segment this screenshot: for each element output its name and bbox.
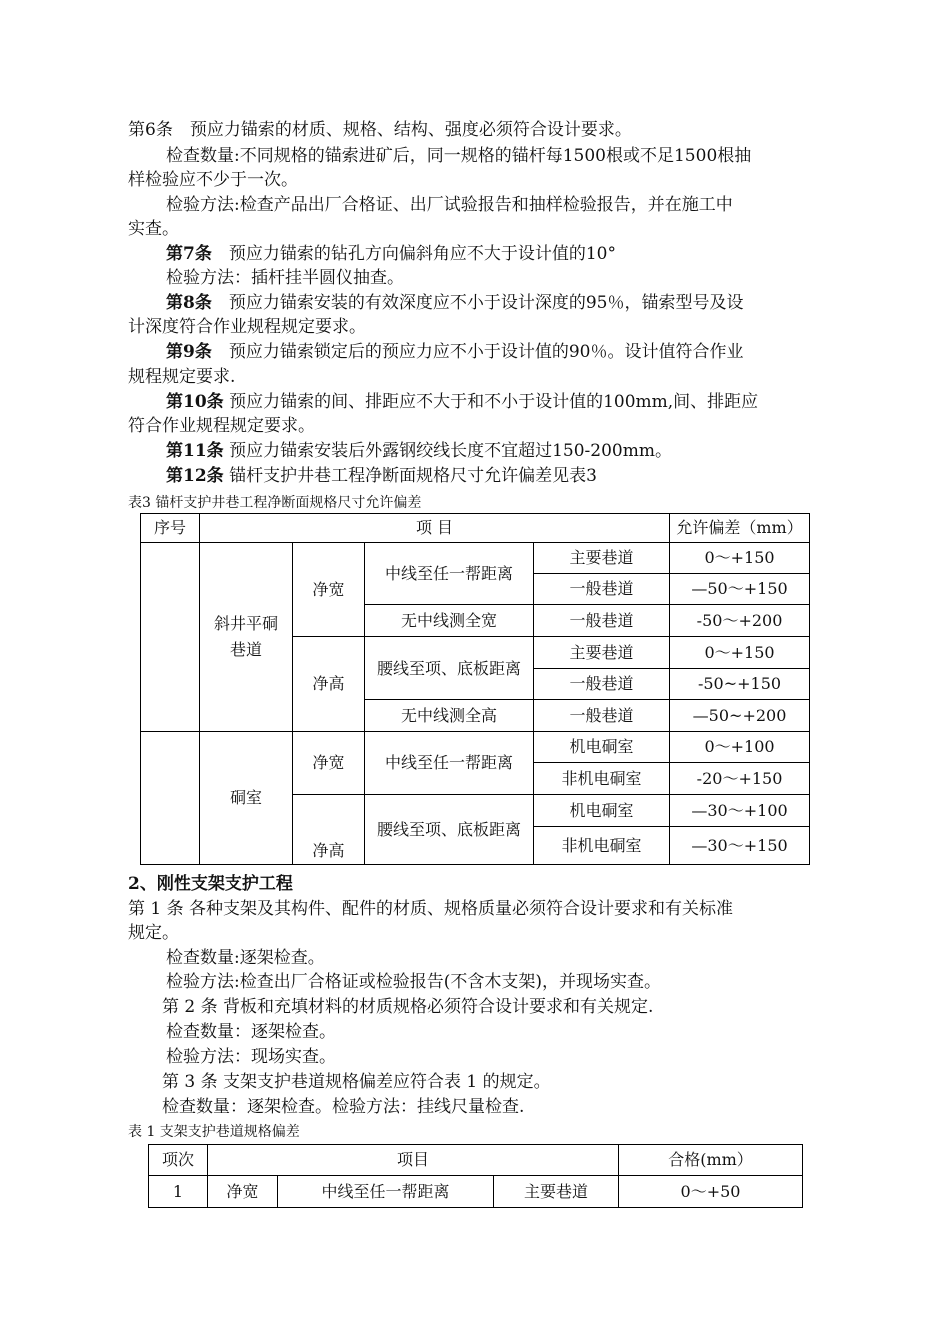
- table1-header-row: [149, 1145, 803, 1176]
- article-6: [128, 118, 632, 142]
- table3-r5b-type: 非机电硐室: [534, 763, 670, 795]
- table1: [148, 1144, 803, 1208]
- table3-r1b-tolerance: —50～+150: [670, 574, 810, 605]
- s2-article-1-line2: 规定。: [128, 923, 179, 943]
- s2-article-1-method: 检验方法:检查出厂合格证或检验报告(不含木支架)，并现场实查。: [166, 972, 661, 992]
- table3-header-row: [141, 514, 810, 543]
- table3-r3a-type: 主要巷道: [534, 637, 670, 669]
- table3-r5a-type: 机电硐室: [534, 732, 670, 763]
- table3-caption: 表3 锚杆支护井巷工程净断面规格尺寸允许偏差: [128, 495, 422, 511]
- table3-jingkuan-2: 净宽: [293, 732, 365, 795]
- s2-article-3: 第 3 条 支架支护巷道规格偏差应符合表 1 的规定。: [162, 1072, 551, 1092]
- table-row: [149, 1176, 803, 1208]
- article-12-text: 锚杆支护井巷工程净断面规格尺寸允许偏差见表3: [229, 466, 597, 486]
- article-6-text: 预应力锚索的材质、规格、结构、强度必须符合设计要求。: [189, 120, 632, 140]
- article-6-method-line2: 实查。: [128, 219, 179, 239]
- table3-r6a-tolerance: —30～+100: [670, 795, 810, 827]
- table-row: [141, 732, 810, 763]
- table3-r5b-tolerance: -20～+150: [670, 763, 810, 795]
- article-7: [166, 242, 616, 266]
- table3-r1-item: 中线至任一帮距离: [365, 543, 534, 605]
- article-12-label: 第12条: [166, 466, 224, 486]
- table1-r1-b: 中线至任一帮距离: [278, 1176, 494, 1208]
- table3-r2-item: 无中线测全宽: [365, 605, 534, 637]
- article-7-method: 检验方法：插杆挂半圆仪抽查。: [166, 268, 404, 288]
- table3-r1a-tolerance: 0～+150: [670, 543, 810, 574]
- article-8-label: 第8条: [166, 293, 212, 313]
- article-9-text-line1: 预应力锚索锁定后的预应力应不小于设计值的90％。设计值符合作业: [228, 342, 744, 362]
- article-10-text-line1: 预应力锚索的间、排距应不大于和不小于设计值的100mm,间、排距应: [229, 392, 759, 412]
- table3-r4-item: 无中线测全高: [365, 700, 534, 732]
- table3-r6-item: 腰线至项、底板距离: [365, 795, 534, 865]
- table1-r1-no: 1: [149, 1176, 208, 1208]
- table3-r4-tolerance: —50~+200: [670, 700, 810, 732]
- article-10: [166, 390, 758, 414]
- table3-r3b-type: 一般巷道: [534, 669, 670, 700]
- article-12: [166, 464, 597, 488]
- table1-header-tolerance: 合格(mm）: [619, 1145, 803, 1176]
- table3-r2-type: 一般巷道: [534, 605, 670, 637]
- article-10-label: 第10条: [166, 392, 224, 412]
- table3-group1-no: [141, 543, 200, 732]
- table1-r1-a: 净宽: [208, 1176, 278, 1208]
- article-6-method-line1: 检验方法:检查产品出厂合格证、出厂试验报告和抽样检验报告，并在施工中: [166, 195, 733, 215]
- article-11: [166, 439, 672, 463]
- s2-article-2-quantity: 检查数量：逐架检查。: [166, 1022, 336, 1042]
- article-9-label: 第9条: [166, 342, 212, 362]
- article-10-text-line2: 符合作业规程规定要求。: [128, 416, 315, 436]
- article-7-label: 第7条: [166, 244, 212, 264]
- table3-group1-name: 斜井平硐巷道: [200, 543, 293, 732]
- table3-jinggao-1: 净高: [293, 637, 365, 732]
- s2-article-1-quantity: 检查数量:逐架检查。: [166, 948, 325, 968]
- article-9: [166, 340, 743, 364]
- table3-group2-no: [141, 732, 200, 865]
- table3-r5-item: 中线至任一帮距离: [365, 732, 534, 795]
- article-7-text: 预应力锚索的钻孔方向偏斜角应不大于设计值的10°: [228, 244, 616, 264]
- s2-article-3-quantity: 检查数量：逐架检查。检验方法：挂线尺量检查.: [162, 1097, 525, 1117]
- article-6-label: 第6条: [128, 120, 173, 140]
- article-8-text-line1: 预应力锚索安装的有效深度应不小于设计深度的95％，锚索型号及设: [228, 293, 744, 313]
- table3-r1b-type: 一般巷道: [534, 574, 670, 605]
- table3-header-no: 序号: [141, 514, 200, 543]
- table3-header-tolerance: 允许偏差（mm）: [670, 514, 810, 543]
- table3-r3-item: 腰线至项、底板距离: [365, 637, 534, 700]
- table1-r1-c: 主要巷道: [494, 1176, 619, 1208]
- table3-r6b-tolerance: —30～+150: [670, 827, 810, 865]
- article-6-quantity-line1: 检查数量:不同规格的锚索进矿后，同一规格的锚杆每1500根或不足1500根抽: [166, 146, 752, 166]
- table1-r1-tolerance: 0～+50: [619, 1176, 803, 1208]
- s2-article-2-method: 检验方法：现场实查。: [166, 1047, 336, 1067]
- section2-heading: 2、刚性支架支护工程: [128, 874, 293, 894]
- article-8: [166, 291, 743, 315]
- table1-header-no: 项次: [149, 1145, 208, 1176]
- table3-group2-name: 硐室: [200, 732, 293, 865]
- table3-header-item: 项 目: [200, 514, 670, 543]
- table3-jingkuan-1: 净宽: [293, 543, 365, 637]
- table1-caption: 表 1 支架支护巷道规格偏差: [128, 1124, 300, 1140]
- table3-r6b-type: 非机电硐室: [534, 827, 670, 865]
- article-9-text-line2: 规程规定要求.: [128, 367, 236, 387]
- table3-r4-type: 一般巷道: [534, 700, 670, 732]
- article-11-label: 第11条: [166, 441, 224, 461]
- table3-r6a-type: 机电硐室: [534, 795, 670, 827]
- table3-r3b-tolerance: -50~+150: [670, 669, 810, 700]
- s2-article-2: 第 2 条 背板和充填材料的材质规格必须符合设计要求和有关规定.: [162, 997, 654, 1017]
- table3-jinggao-2: 净高: [293, 795, 365, 865]
- table3-r3a-tolerance: 0～+150: [670, 637, 810, 669]
- table3-r5a-tolerance: 0～+100: [670, 732, 810, 763]
- s2-article-1-line1: 第 1 条 各种支架及其构件、配件的材质、规格质量必须符合设计要求和有关标准: [128, 899, 734, 919]
- article-6-quantity-line2: 样检验应不少于一次。: [128, 170, 298, 190]
- article-11-text: 预应力锚索安装后外露钢绞线长度不宜超过150-200mm。: [229, 441, 672, 461]
- table3-r1a-type: 主要巷道: [534, 543, 670, 574]
- table1-header-item: 项目: [208, 1145, 619, 1176]
- table3-r2-tolerance: -50～+200: [670, 605, 810, 637]
- table-row: [141, 543, 810, 574]
- article-8-text-line2: 计深度符合作业规程规定要求。: [128, 317, 366, 337]
- table3: [140, 513, 810, 865]
